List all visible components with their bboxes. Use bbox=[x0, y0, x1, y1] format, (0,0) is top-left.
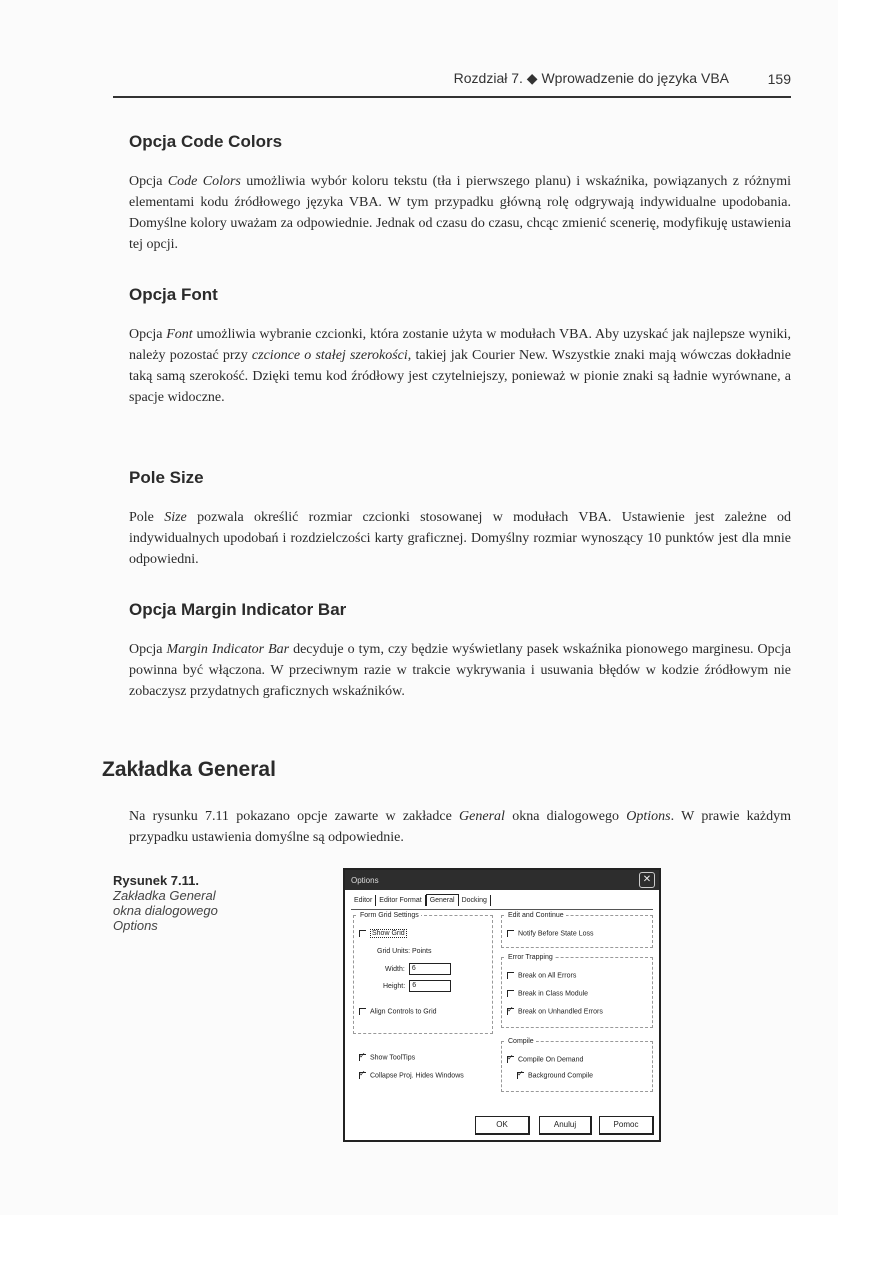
break-unhandled-radio[interactable] bbox=[507, 1008, 603, 1015]
show-grid-label: Show Grid bbox=[372, 930, 405, 938]
notify-state-loss-label: Notify Before State Loss bbox=[518, 930, 594, 938]
figure-caption bbox=[113, 873, 233, 933]
tab-divider bbox=[351, 909, 653, 910]
compile-on-demand-checkbox[interactable] bbox=[507, 1056, 583, 1063]
collapse-proj-checkbox[interactable] bbox=[359, 1072, 464, 1079]
show-tooltips-label: Show ToolTips bbox=[370, 1054, 416, 1062]
notify-state-loss-checkbox[interactable] bbox=[507, 930, 593, 937]
tab-docking[interactable]: Docking bbox=[459, 895, 491, 906]
break-all-errors-label: Break on All Errors bbox=[518, 972, 577, 980]
checkbox-icon bbox=[359, 930, 366, 937]
height-input[interactable]: 6 bbox=[409, 980, 451, 992]
heading-size: Pole Size bbox=[129, 468, 204, 487]
background-compile-label: Background Compile bbox=[528, 1072, 593, 1080]
error-trapping-legend: Error Trapping bbox=[508, 954, 553, 961]
width-label: Width: bbox=[385, 965, 405, 973]
radio-selected-icon bbox=[507, 1008, 514, 1015]
options-dialog bbox=[343, 868, 661, 1142]
dialog-tabs bbox=[351, 894, 491, 908]
heading-font: Opcja Font bbox=[129, 285, 218, 304]
align-controls-checkbox[interactable] bbox=[359, 1008, 437, 1015]
header-title: Rozdział 7. ◆ Wprowadzenie do języka VBA bbox=[453, 70, 729, 86]
figure-caption-text: Zakładka General okna dialogowego Options bbox=[113, 888, 218, 933]
checkbox-checked-icon bbox=[359, 1054, 366, 1061]
tab-editor-format[interactable]: Editor Format bbox=[376, 895, 425, 906]
dialog-title-bar bbox=[345, 870, 659, 890]
grid-units-label: Grid Units: Points bbox=[377, 948, 432, 955]
compile-on-demand-label: Compile On Demand bbox=[518, 1056, 584, 1064]
show-grid-checkbox[interactable] bbox=[359, 930, 407, 937]
checkbox-checked-icon bbox=[507, 1056, 514, 1063]
running-header bbox=[113, 64, 791, 98]
align-controls-label: Align Controls to Grid bbox=[370, 1008, 437, 1016]
height-row bbox=[383, 980, 451, 992]
para-margin-indicator: Opcja Margin Indicator Bar decyduje o tym, czy będzie wyświetlany pasek wskaźnika pionowego marginesu. Opcja powinna być włączona. W przeciwnym razie w trakcie wykrywania i usuwania błędów w kodzie źródłowym nie zobaczysz przydatnych graficznych wskaźników. bbox=[129, 642, 791, 699]
figure-number: Rysunek 7.11. bbox=[113, 873, 199, 888]
height-label: Height: bbox=[383, 982, 406, 990]
heading-general-tab: Zakładka General bbox=[102, 758, 276, 781]
radio-icon bbox=[507, 972, 514, 979]
cancel-button[interactable]: Anuluj bbox=[539, 1116, 592, 1135]
checkbox-checked-icon bbox=[517, 1072, 524, 1079]
dialog-title: Options bbox=[351, 876, 379, 885]
para-general: Na rysunku 7.11 pokazano opcje zawarte w zakładce General okna dialogowego Options. W prawie każdym przypadku ustawienia domyślne są odpowiednie. bbox=[129, 809, 791, 845]
checkbox-checked-icon bbox=[359, 1072, 366, 1079]
edit-continue-legend: Edit and Continue bbox=[508, 912, 564, 919]
compile-group bbox=[501, 1038, 653, 1092]
width-row bbox=[385, 963, 451, 975]
page-number: 159 bbox=[767, 71, 791, 87]
break-all-errors-radio[interactable] bbox=[507, 972, 576, 979]
compile-legend: Compile bbox=[508, 1038, 534, 1045]
para-size: Pole Size pozwala określić rozmiar czcionki stosowanej w modułach VBA. Ustawienie jest zależne od indywidualnych upodobań i rozdzielczości karty graficznej. Domyślny rozmiar wynoszący 10 punktów jest dla mnie odpowiedni. bbox=[129, 510, 791, 567]
background-compile-checkbox[interactable] bbox=[517, 1072, 593, 1079]
width-input[interactable]: 6 bbox=[409, 963, 451, 975]
form-grid-legend: Form Grid Settings bbox=[360, 912, 419, 919]
checkbox-icon bbox=[507, 930, 514, 937]
show-tooltips-checkbox[interactable] bbox=[359, 1054, 415, 1061]
para-font: Opcja Font umożliwia wybranie czcionki, która zostanie użyta w modułach VBA. Aby uzyskać jak najlepsze wyniki, należy pozostać przy czcionce o stałej szerokości, takiej jak Courier New. Wszystkie znaki mają wówczas dokładnie taką samą szerokość. Dzięki temu kod źródłowy jest czytelniejszy, ponieważ w pionie znaki są ładnie wyrównane, a spacje widoczne. bbox=[129, 327, 792, 405]
close-icon[interactable]: ✕ bbox=[639, 872, 655, 888]
tab-general[interactable]: General bbox=[426, 894, 459, 906]
radio-icon bbox=[507, 990, 514, 997]
break-class-module-radio[interactable] bbox=[507, 990, 588, 997]
ok-button[interactable]: OK bbox=[475, 1116, 530, 1135]
para-code-colors: Opcja Code Colors umożliwia wybór koloru tekstu (tła i pierwszego planu) i wskaźnika, powiązanych z różnymi elementami kodu źródłowego języka VBA. W tym przypadku główną rolę odgrywają indywidualne upodobania. Domyślne kolory uważam za odpowiednie. Jednak od czasu do czasu, chcąc zmienić scenerię, modyfikuję ustawienia tej opcji. bbox=[129, 174, 791, 252]
checkbox-icon bbox=[359, 1008, 366, 1015]
tab-editor[interactable]: Editor bbox=[351, 895, 376, 906]
break-unhandled-label: Break on Unhandled Errors bbox=[518, 1008, 603, 1016]
help-button[interactable]: Pomoc bbox=[599, 1116, 654, 1135]
break-class-module-label: Break in Class Module bbox=[518, 990, 589, 998]
collapse-proj-label: Collapse Proj. Hides Windows bbox=[370, 1072, 464, 1080]
heading-code-colors: Opcja Code Colors bbox=[129, 132, 283, 151]
heading-margin-indicator: Opcja Margin Indicator Bar bbox=[129, 600, 347, 619]
